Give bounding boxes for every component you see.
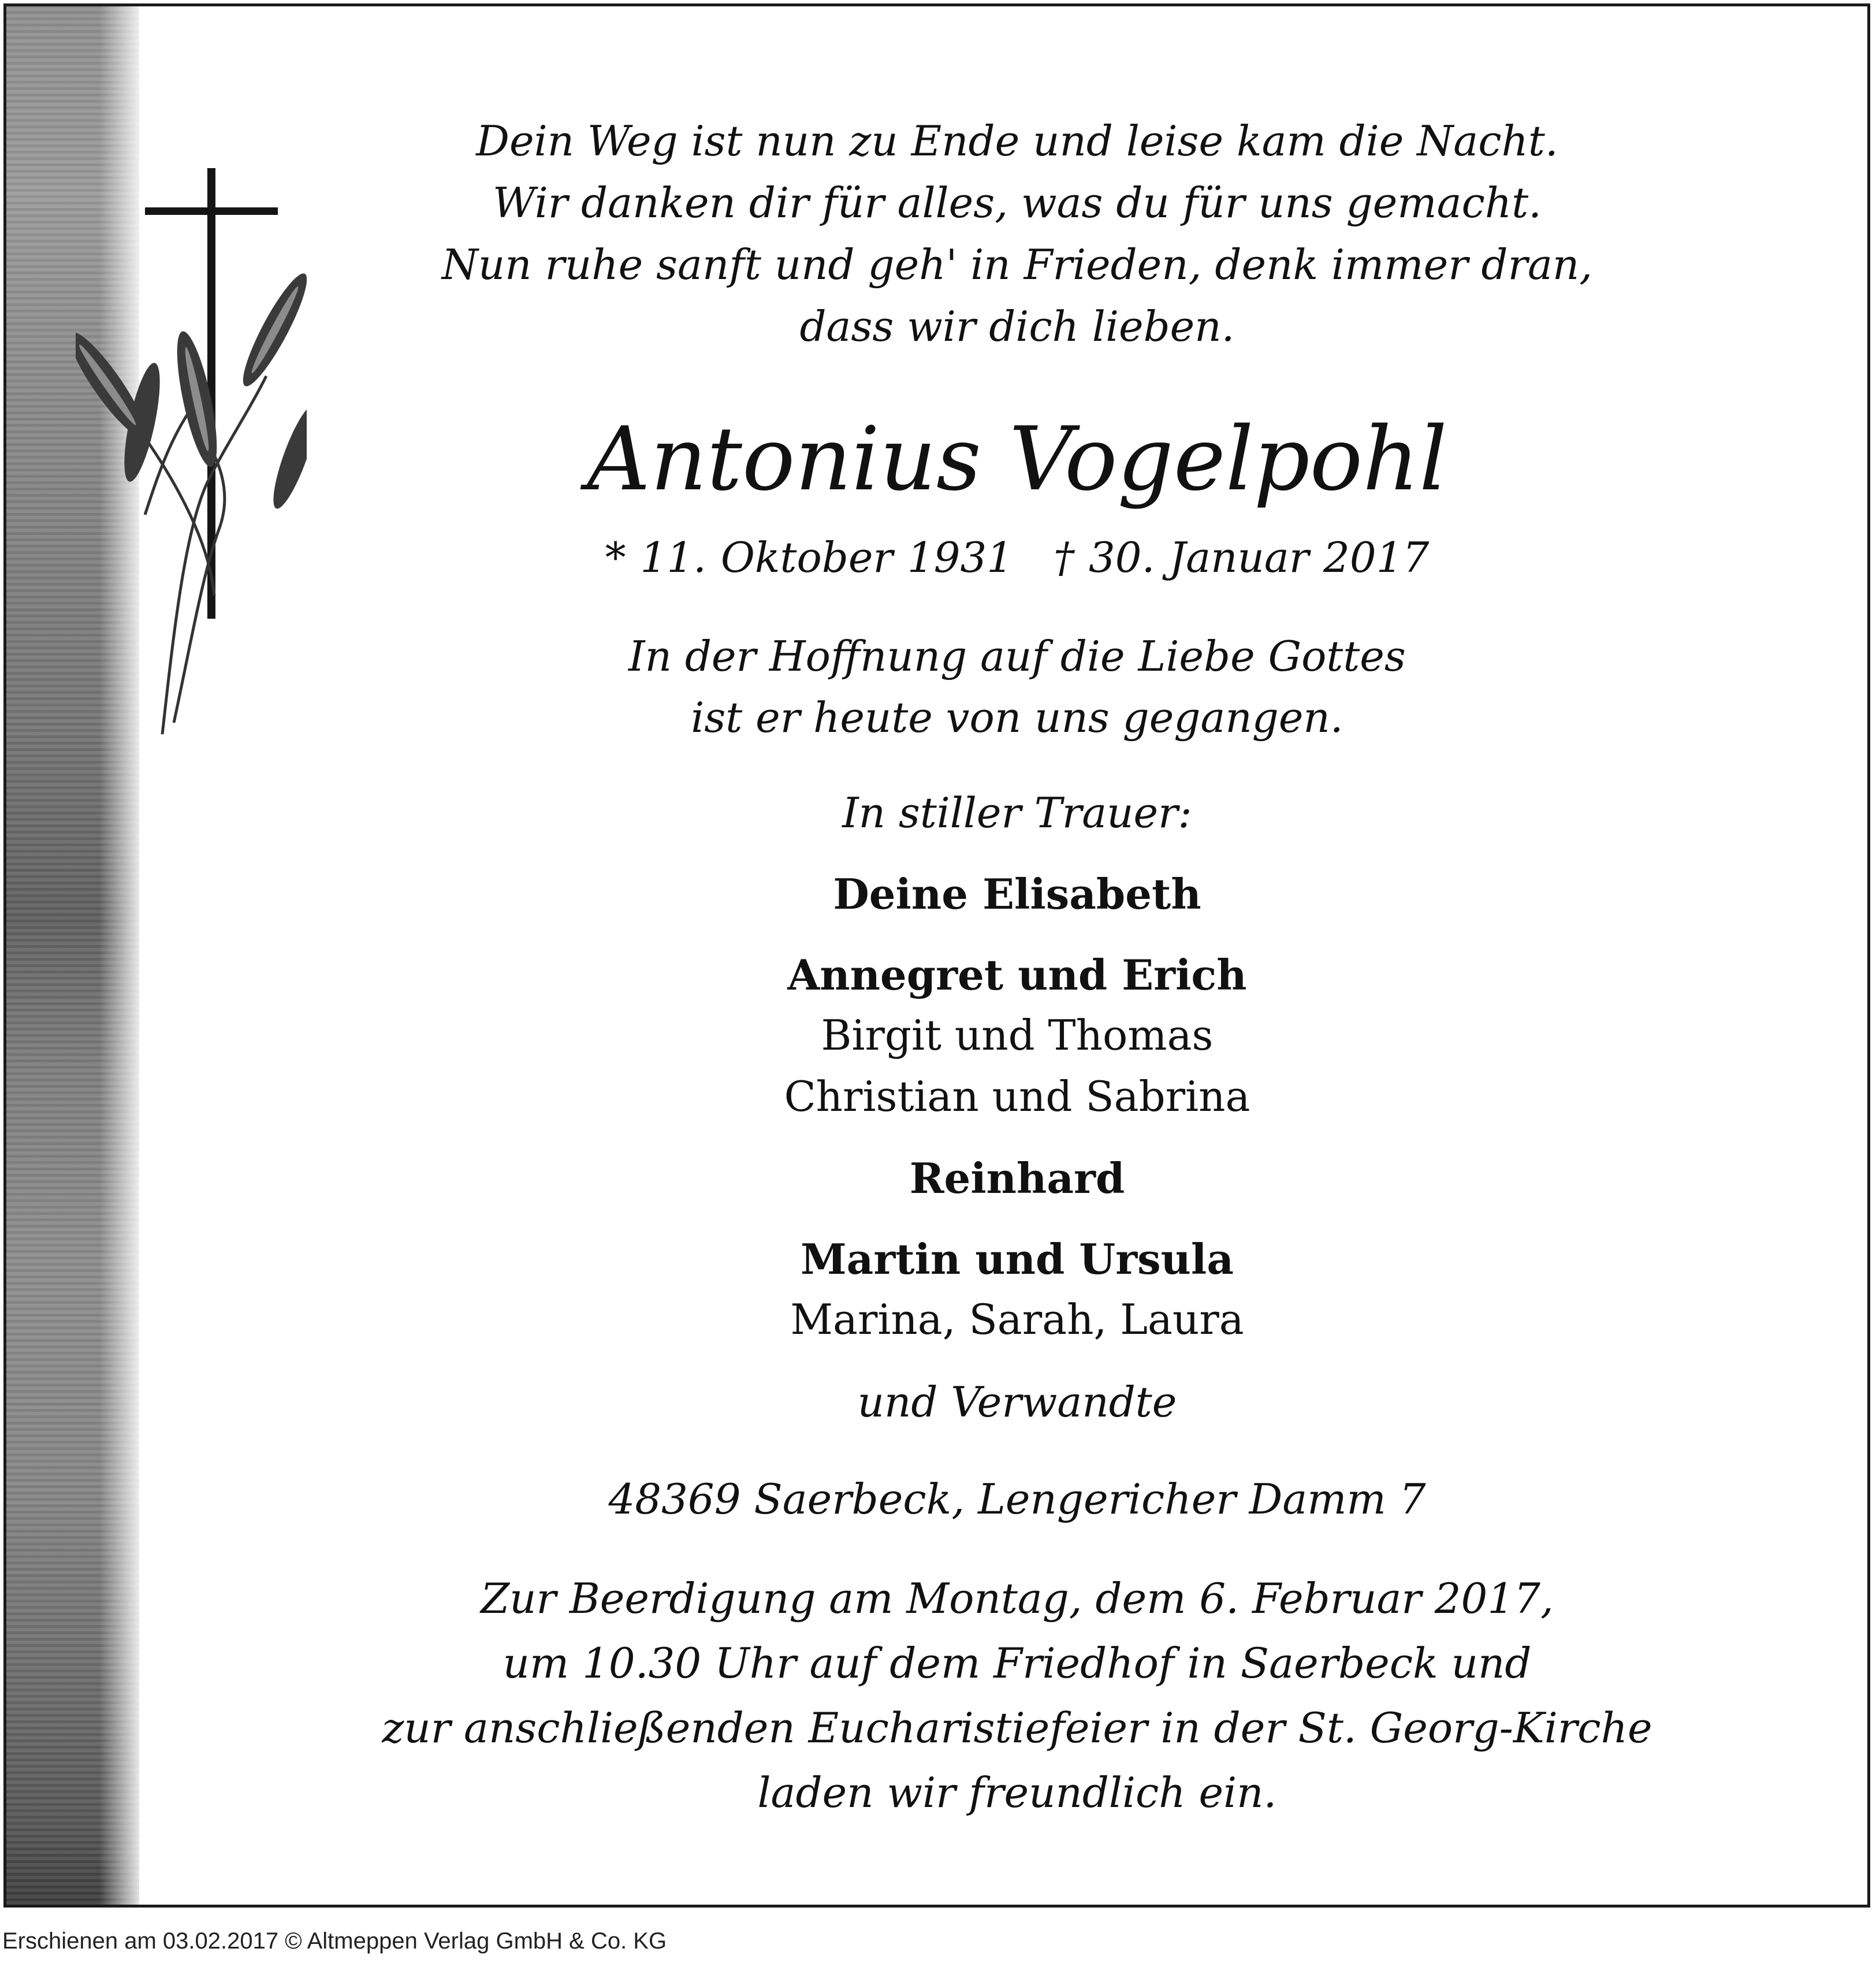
cross-with-wheat-icon [76, 157, 307, 757]
relatives-text: und Verwandte [857, 1378, 1177, 1426]
notice-content [330, 110, 1704, 1825]
address: 48369 Saerbeck, Lengericher Damm 7 [608, 1475, 1426, 1523]
mourner-group [330, 1149, 1704, 1208]
mourner-group [330, 946, 1704, 1127]
obituary-notice [3, 3, 1870, 1908]
mourner-head: Annegret und Erich [787, 950, 1247, 999]
birth-date: * 11. Oktober 1931 [605, 533, 1014, 582]
poem-line: Nun ruhe sanft und geh' in Frieden, denk immer dran, [441, 240, 1593, 289]
mourner-group [330, 1230, 1704, 1350]
funeral-line: um 10.30 Uhr auf dem Friedhof in Saerbeck und [502, 1639, 1532, 1687]
poem-line: dass wir dich lieben. [799, 302, 1235, 351]
hope-text [330, 626, 1704, 748]
life-dates [330, 529, 1704, 586]
mourner-head: Martin und Ursula [800, 1235, 1234, 1284]
mourner-member: Birgit und Thomas [821, 1011, 1214, 1059]
mourner-head: Reinhard [909, 1154, 1125, 1203]
funeral-line: Zur Beerdigung am Montag, dem 6. Februar 2017, [481, 1574, 1554, 1623]
mourner-group [330, 865, 1704, 924]
death-date: † 30. Januar 2017 [1054, 533, 1430, 582]
poem-line: Wir danken dir für alles, was du für uns gemacht. [492, 179, 1542, 227]
hope-line: In der Hoffnung auf die Liebe Gottes [628, 632, 1406, 681]
funeral-line: laden wir freundlich ein. [757, 1768, 1277, 1817]
publication-footer: Erschienen am 03.02.2017 © Altmeppen Verlag GmbH & Co. KG [2, 1928, 667, 1954]
hope-line: ist er heute von uns gegangen. [691, 693, 1343, 742]
mourner-member: Marina, Sarah, Laura [790, 1295, 1244, 1344]
mourner-head: Deine Elisabeth [833, 869, 1201, 919]
funeral-line: zur anschließenden Eucharistiefeier in der St. Georg-Kirche [382, 1704, 1652, 1752]
poem-line: Dein Weg ist nun zu Ende und leise kam die Nacht. [476, 117, 1558, 165]
grief-intro: In stiller Trauer: [842, 789, 1192, 837]
deceased-name: Antonius Vogelpohl [587, 408, 1447, 510]
poem [330, 110, 1704, 358]
funeral-invitation [330, 1566, 1704, 1825]
mourners-list [330, 865, 1704, 1350]
mourner-member: Christian und Sabrina [784, 1072, 1250, 1121]
